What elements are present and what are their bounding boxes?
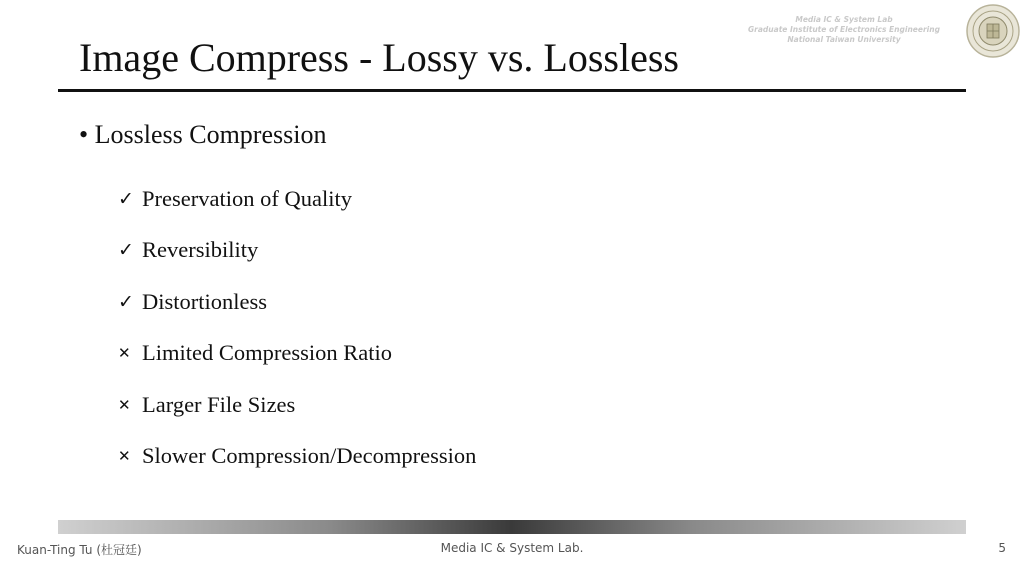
list-item xyxy=(118,225,476,277)
section-heading: • Lossless Compression xyxy=(79,120,327,149)
check-icon: ✓ xyxy=(118,290,134,313)
list-item xyxy=(118,276,476,328)
list-item xyxy=(118,173,476,225)
cross-icon: ✕ xyxy=(118,395,131,414)
list-item-text: Preservation of Quality xyxy=(142,185,352,211)
cross-icon: ✕ xyxy=(118,447,131,466)
feature-list xyxy=(118,173,476,482)
title-divider xyxy=(58,89,966,92)
cross-icon: ✕ xyxy=(118,344,131,363)
institute-name: Graduate Institute of Electronics Engineering xyxy=(748,25,940,34)
lab-name: Media IC & System Lab xyxy=(795,15,893,24)
list-item-text: Reversibility xyxy=(142,237,259,263)
list-item xyxy=(118,431,476,483)
list-item-text: Larger File Sizes xyxy=(142,391,296,417)
university-seal-icon xyxy=(966,4,1020,58)
list-item-text: Distortionless xyxy=(142,288,268,314)
footer-lab: Media IC & System Lab. xyxy=(440,541,584,555)
check-icon: ✓ xyxy=(118,187,134,210)
footer-author: Kuan-Ting Tu (杜冠廷) xyxy=(17,543,142,557)
list-item xyxy=(118,328,476,380)
list-item-text: Slower Compression/Decompression xyxy=(142,443,477,469)
footer-gradient-bar xyxy=(58,520,966,534)
slide-title: Image Compress - Lossy vs. Lossless xyxy=(79,35,679,80)
list-item xyxy=(118,379,476,431)
university-name: National Taiwan University xyxy=(787,35,901,44)
list-item-text: Limited Compression Ratio xyxy=(142,340,392,366)
check-icon: ✓ xyxy=(118,239,134,262)
page-number: 5 xyxy=(998,541,1006,555)
lab-header xyxy=(734,15,954,45)
